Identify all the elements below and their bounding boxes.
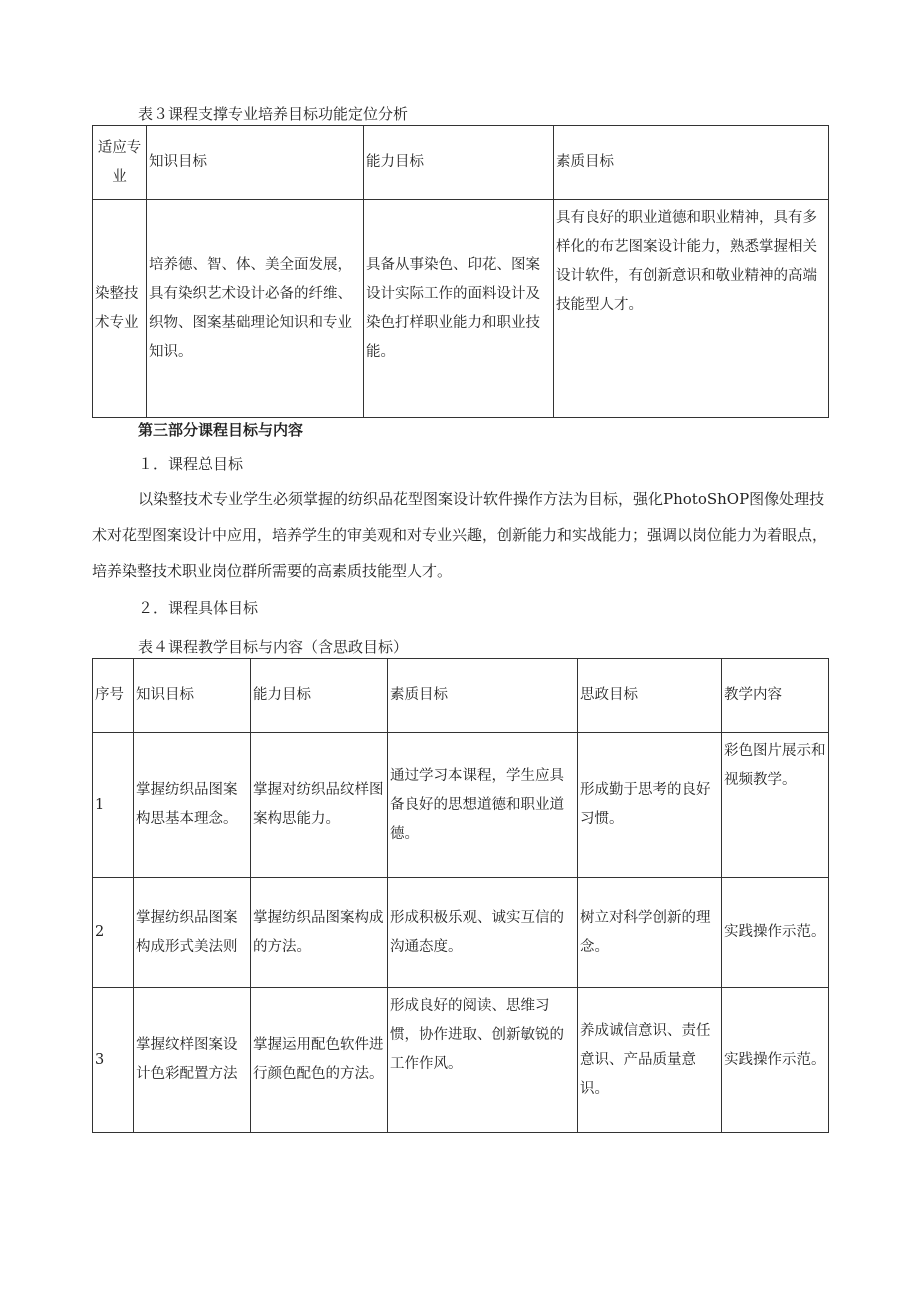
table3 (92, 125, 829, 418)
table4-cell-quality: 形成良好的阅读、思维习惯，协作进取、创新敏锐的工作作风。 (388, 988, 578, 1133)
table4-cell-ideology: 养成诚信意识、责任意识、产品质量意识。 (578, 988, 722, 1133)
table3-header-ability: 能力目标 (364, 126, 554, 200)
table4-header-ideology: 思政目标 (578, 659, 722, 733)
table4-header-knowledge: 知识目标 (134, 659, 251, 733)
goal1-text: 以染整技术专业学生必须掌握的纺织品花型图案设计软件操作方法为目标，强化PhotoShOP图像处理技术对花型图案设计中应用，培养学生的审美观和对专业兴趣，创新能力和实战能力；强调以岗位能力为着眼点，培养染整技术职业岗位群所需要的高素质技能型人才。 (92, 490, 828, 580)
goal2-heading: ２．课程具体目标 (138, 599, 259, 617)
table4-header-ability: 能力目标 (251, 659, 388, 733)
table4-header-content: 教学内容 (722, 659, 829, 733)
table4-cell-no: 2 (93, 878, 134, 988)
table3-cell-knowledge: 培养德、智、体、美全面发展，具有染织艺术设计必备的纤维、织物、图案基础理论知识和专业知识。 (147, 200, 364, 418)
table4-cell-quality: 通过学习本课程，学生应具备良好的思想道德和职业道德。 (388, 733, 578, 878)
section3-title: 第三部分课程目标与内容 (138, 421, 304, 439)
table3-header-quality: 素质目标 (554, 126, 829, 200)
table4-row (93, 988, 829, 1133)
table4-cell-knowledge: 掌握纺织品图案构成形式美法则 (134, 878, 251, 988)
table4-cell-content: 实践操作示范。 (722, 988, 829, 1133)
table4 (92, 658, 829, 1133)
table3-header-major: 适应专业 (93, 126, 147, 200)
table4-cell-ability: 掌握纺织品图案构成的方法。 (251, 878, 388, 988)
table4-cell-no: 1 (93, 733, 134, 878)
goal1-heading: １．课程总目标 (138, 455, 244, 473)
table3-caption: 表３课程支撑专业培养目标功能定位分析 (138, 105, 409, 123)
table4-cell-ability: 掌握对纺织品纹样图案构思能力。 (251, 733, 388, 878)
table4-cell-ideology: 树立对科学创新的理念。 (578, 878, 722, 988)
table4-header-no: 序号 (93, 659, 134, 733)
table4-cell-ability: 掌握运用配色软件进行颜色配色的方法。 (251, 988, 388, 1133)
table4-header-quality: 素质目标 (388, 659, 578, 733)
table4-cell-ideology: 形成勤于思考的良好习惯。 (578, 733, 722, 878)
table4-cell-content: 彩色图片展示和视频教学。 (722, 733, 829, 878)
table3-cell-major: 染整技术专业 (93, 200, 147, 418)
table3-header-knowledge: 知识目标 (147, 126, 364, 200)
table4-row (93, 733, 829, 878)
table4-cell-knowledge: 掌握纺织品图案构思基本理念。 (134, 733, 251, 878)
table3-cell-ability: 具备从事染色、印花、图案设计实际工作的面料设计及染色打样职业能力和职业技能。 (364, 200, 554, 418)
table4-cell-content: 实践操作示范。 (722, 878, 829, 988)
table3-cell-quality: 具有良好的职业道德和职业精神，具有多样化的布艺图案设计能力，熟悉掌握相关设计软件，有创新意识和敬业精神的高端技能型人才。 (554, 200, 829, 418)
table4-caption: 表４课程教学目标与内容（含思政目标） (138, 638, 409, 656)
table4-cell-no: 3 (93, 988, 134, 1133)
table4-cell-quality: 形成积极乐观、诚实互信的沟通态度。 (388, 878, 578, 988)
table4-row (93, 878, 829, 988)
table4-cell-knowledge: 掌握纹样图案设计色彩配置方法 (134, 988, 251, 1133)
